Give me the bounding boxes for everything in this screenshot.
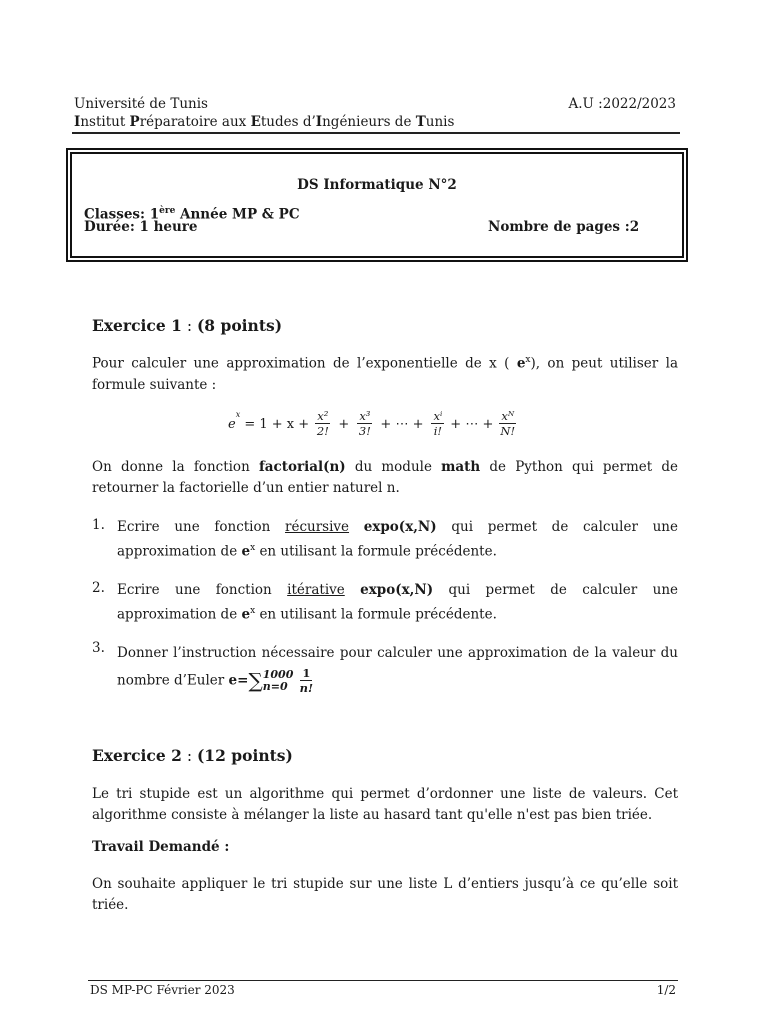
task-text: On souhaite appliquer le tri stupide sur une liste L d’entiers jusqu’à ce qu’elle soit triée. bbox=[92, 876, 678, 913]
q2-number: 2. bbox=[92, 580, 105, 596]
exercise1-title: Exercice 1 : (8 points) bbox=[92, 316, 283, 335]
exercise1-intro: Pour calculer une approximation de l’exponentielle de x ( $e^x$), on peut utiliser la formule suivante : bbox=[92, 355, 679, 393]
term-3: $\frac{\text{x³}}{3!}$ bbox=[358, 409, 371, 438]
q3-text: Donner l’instruction nécessaire pour calculer une approximation de la valeur du nombre d’Euler e=∑ 1000 n=0 $\frac{1}{n!}$ bbox=[117, 645, 678, 695]
exercise1-given: On donne la fonction factorial(n) du module math de Python qui permet de retourner la factorielle d’un entier naturel n. bbox=[92, 459, 678, 496]
footer-divider bbox=[88, 980, 678, 981]
term-2: $\frac{\text{x²}}{2!}$ bbox=[316, 409, 329, 438]
exam-classes: Classes: 1ère Année MP & PC bbox=[84, 206, 300, 223]
exam-info-box bbox=[70, 152, 684, 258]
institute-name: Institut Préparatoire aux Etudes d’Ingénieurs de Tunis bbox=[74, 114, 455, 130]
university-name: Université de Tunis bbox=[74, 96, 208, 112]
exam-pages: Nombre de pages :2 bbox=[488, 219, 640, 235]
term-n: $\frac{\text{xᴺ}}{N!}$ bbox=[500, 409, 516, 438]
sum-bounds: 1000 n=0 bbox=[262, 668, 294, 693]
task-title: Travail Demandé : bbox=[92, 839, 230, 855]
q3-number: 3. bbox=[92, 640, 105, 656]
q1-text: Ecrire une fonction récursive expo(x,N) qui permet de calculer une approximation de $e^x$ en utilisant la formule précédente. bbox=[117, 519, 678, 560]
exercise2-title: Exercice 2 : (12 points) bbox=[92, 746, 293, 765]
sum-fraction: $\frac{1}{n!}$ bbox=[299, 666, 314, 695]
term-i: $\frac{\text{xⁱ}}{i!}$ bbox=[433, 409, 443, 438]
q1-number: 1. bbox=[92, 517, 105, 533]
academic-year: A.U :2022/2023 bbox=[568, 96, 676, 112]
exponential-formula: e $^x$ = 1 + x + $\frac{\text{x²}}{2!}$ + $\frac{\text{x³}}{3!}$ + ⋯ + $\frac{\text{xⁱ}}{i!}$ + ⋯ + $\frac{\text{xᴺ}}{N!}$ bbox=[228, 409, 516, 438]
q2-text: Ecrire une fonction itérative expo(x,N) qui permet de calculer une approximation de $e^x$ en utilisant la formule précédente. bbox=[117, 582, 679, 623]
page-number: 1/2 bbox=[656, 983, 676, 997]
exercise2-intro: Le tri stupide est un algorithme qui permet d’ordonner une liste de valeurs. Cet algorithme consiste à mélanger la liste au hasard tant qu'elle n'est pas bien triée. bbox=[92, 786, 678, 823]
exam-duration: Durée: 1 heure bbox=[84, 219, 198, 235]
exam-title: DS Informatique N°2 bbox=[297, 177, 457, 193]
header-divider bbox=[72, 132, 680, 134]
footer-left: DS MP-PC Février 2023 bbox=[90, 983, 235, 997]
